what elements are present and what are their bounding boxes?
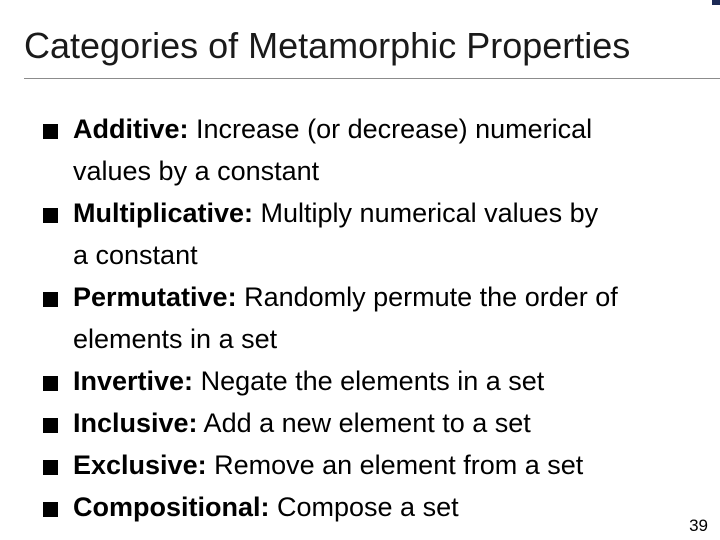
bullet-text: Compose a set <box>269 492 459 522</box>
bullet-term: Invertive: <box>73 366 194 396</box>
bullet-term: Multiplicative: <box>73 198 254 228</box>
square-bullet-icon <box>43 292 58 307</box>
square-bullet-icon <box>43 376 58 391</box>
bullet-multiplicative <box>43 192 720 276</box>
square-bullet-icon <box>43 124 58 139</box>
title-divider <box>24 78 720 79</box>
bullet-text: Add a new element to a set <box>197 408 531 438</box>
bullet-text: Randomly permute the order of <box>236 282 618 312</box>
bullet-exclusive <box>43 444 720 486</box>
bullet-text-continued: a constant <box>73 240 198 270</box>
bullet-term: Compositional: <box>73 492 270 522</box>
bullet-term: Permutative: <box>73 282 237 312</box>
bullet-text: Increase (or decrease) numerical <box>188 114 593 144</box>
bullet-additive <box>43 108 720 192</box>
bullet-text: Negate the elements in a set <box>193 366 545 396</box>
bullet-term: Exclusive: <box>73 450 207 480</box>
bullet-permutative <box>43 276 720 360</box>
bullet-text: Remove an element from a set <box>206 450 584 480</box>
bullet-compositional <box>43 486 720 528</box>
bullet-list <box>43 108 720 528</box>
slide-number: 39 <box>689 516 708 535</box>
slide-title: Categories of Metamorphic Properties <box>24 25 631 66</box>
bullet-text-continued: values by a constant <box>73 156 320 186</box>
square-bullet-icon <box>43 460 58 475</box>
square-bullet-icon <box>43 418 58 433</box>
bullet-text: Multiply numerical values by <box>253 198 599 228</box>
bullet-invertive <box>43 360 720 402</box>
bullet-term: Additive: <box>73 114 189 144</box>
bullet-text-continued: elements in a set <box>73 324 278 354</box>
corner-mark <box>712 0 720 5</box>
square-bullet-icon <box>43 502 58 517</box>
square-bullet-icon <box>43 208 58 223</box>
bullet-inclusive <box>43 402 720 444</box>
bullet-term: Inclusive: <box>73 408 198 438</box>
